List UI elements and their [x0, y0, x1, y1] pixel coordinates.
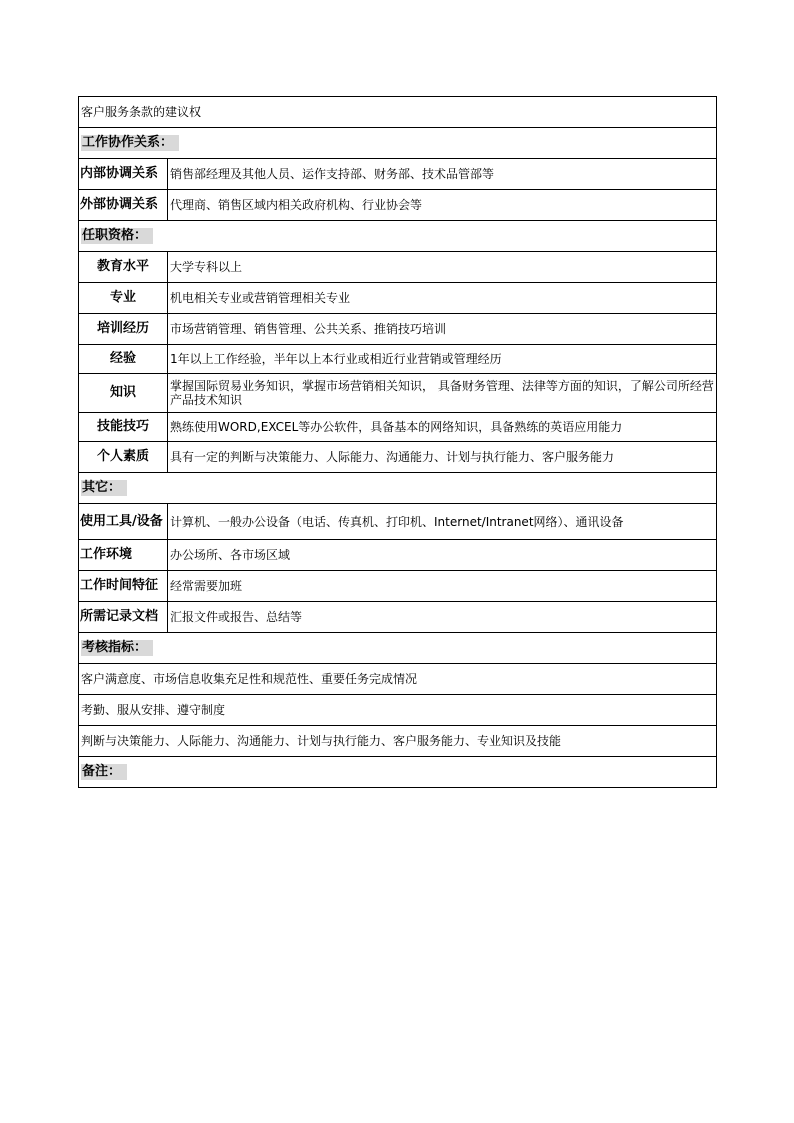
table-row [79, 252, 717, 283]
label-training: 培训经历 [79, 314, 168, 345]
table-row [79, 374, 717, 413]
section-header-qualifications: 任职资格： [81, 228, 153, 244]
value-education: 大学专科以上 [168, 252, 717, 283]
label-records: 所需记录文档 [79, 602, 168, 633]
table-row [79, 345, 717, 374]
table-row [79, 540, 717, 571]
value-major: 机电相关专业或营销管理相关专业 [168, 283, 717, 314]
value-training: 市场营销管理、销售管理、公共关系、推销技巧培训 [168, 314, 717, 345]
section-header-other: 其它： [81, 480, 127, 496]
label-work-time: 工作时间特征 [79, 571, 168, 602]
section-header-coordination: 工作协作关系： [81, 135, 179, 151]
value-personal-quality: 具有一定的判断与决策能力、人际能力、沟通能力、计划与执行能力、客户服务能力 [168, 442, 717, 473]
section-header-remarks: 备注： [81, 764, 127, 780]
value-knowledge: 掌握国际贸易业务知识，掌握市场营销相关知识， 具备财务管理、法律等方面的知识，了解公司所经营产品技术知识 [168, 374, 717, 413]
value-records: 汇报文件或报告、总结等 [168, 602, 717, 633]
value-work-time: 经常需要加班 [168, 571, 717, 602]
section-header-assessment: 考核指标： [81, 640, 153, 656]
value-skills: 熟练使用WORD,EXCEL等办公软件，具备基本的网络知识，具备熟练的英语应用能力 [168, 413, 717, 442]
section-header-row [79, 757, 717, 788]
table-row [79, 314, 717, 345]
label-knowledge: 知识 [79, 374, 168, 413]
table-row [79, 97, 717, 128]
label-personal-quality: 个人素质 [79, 442, 168, 473]
assessment-item: 客户满意度、市场信息收集充足性和规范性、重要任务完成情况 [79, 664, 717, 695]
assessment-item: 考勤、服从安排、遵守制度 [79, 695, 717, 726]
section-header-row [79, 473, 717, 504]
label-tools: 使用工具/设备 [79, 504, 168, 540]
table-row [79, 695, 717, 726]
table-row [79, 283, 717, 314]
table-row [79, 413, 717, 442]
assessment-item: 判断与决策能力、人际能力、沟通能力、计划与执行能力、客户服务能力、专业知识及技能 [79, 726, 717, 757]
label-external-coordination: 外部协调关系 [79, 190, 168, 221]
table-row [79, 571, 717, 602]
label-experience: 经验 [79, 345, 168, 374]
table-row [79, 602, 717, 633]
value-experience: 1年以上工作经验，半年以上本行业或相近行业营销或管理经历 [168, 345, 717, 374]
label-work-environment: 工作环境 [79, 540, 168, 571]
value-work-environment: 办公场所、各市场区域 [168, 540, 717, 571]
section-header-row [79, 128, 717, 159]
table-row [79, 442, 717, 473]
job-description-table [78, 96, 717, 788]
value-external-coordination: 代理商、销售区域内相关政府机构、行业协会等 [168, 190, 717, 221]
table-row [79, 190, 717, 221]
label-major: 专业 [79, 283, 168, 314]
label-skills: 技能技巧 [79, 413, 168, 442]
label-internal-coordination: 内部协调关系 [79, 159, 168, 190]
table-row [79, 664, 717, 695]
section-header-row [79, 221, 717, 252]
label-education: 教育水平 [79, 252, 168, 283]
value-tools: 计算机、一般办公设备（电话、传真机、打印机、Internet/Intranet网络）、通讯设备 [168, 504, 717, 540]
table-row [79, 504, 717, 540]
table-row [79, 159, 717, 190]
top-row-text: 客户服务条款的建议权 [79, 97, 717, 128]
value-internal-coordination: 销售部经理及其他人员、运作支持部、财务部、技术品管部等 [168, 159, 717, 190]
table-row [79, 726, 717, 757]
section-header-row [79, 633, 717, 664]
